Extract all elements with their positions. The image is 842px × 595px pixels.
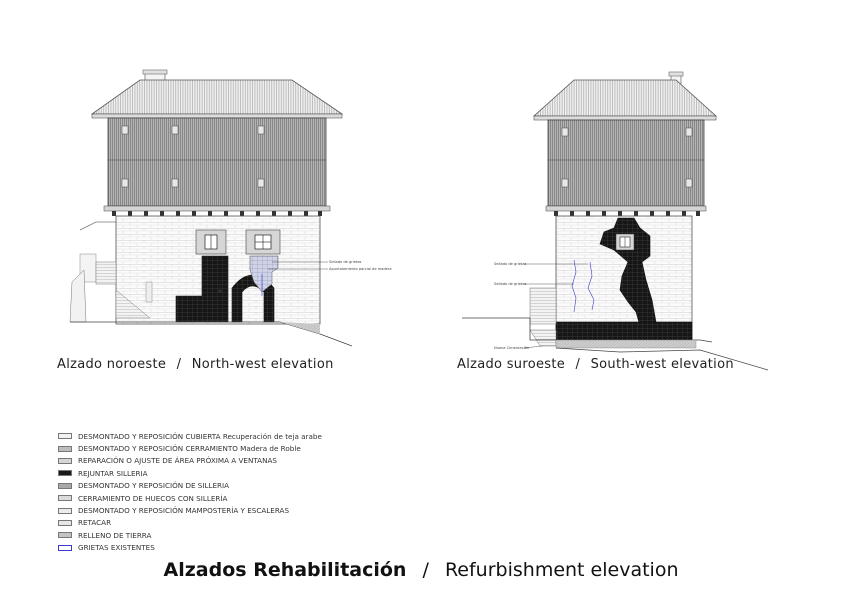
legend-item: [58, 480, 322, 492]
legend-label: DESMONTADO Y REPOSICIÓN DE SILLERIA: [78, 481, 230, 491]
legend-label: DESMONTADO Y REPOSICIÓN MAMPOSTERÍA Y ESCALERAS: [78, 506, 290, 516]
southwest-title-es: Alzado suroeste: [457, 357, 566, 372]
legend-swatch: [58, 545, 72, 551]
southwest-elevation: [462, 72, 768, 370]
legend-label: CERRAMIENTO DE HUECOS CON SILLERÍA: [78, 493, 228, 503]
legend: [58, 430, 322, 554]
legend-swatch: [58, 470, 72, 476]
legend-item: [58, 542, 322, 554]
legend-swatch: [58, 495, 72, 501]
legend-label: GRIETAS EXISTENTES: [78, 543, 155, 553]
legend-label: DESMONTADO Y REPOSICIÓN CERRAMIENTO Madera de Roble: [78, 444, 301, 454]
legend-swatch: [58, 520, 72, 526]
southwest-elevation-title: [457, 357, 734, 372]
northwest-title-es: Alzado noroeste: [57, 357, 167, 372]
legend-label: RETACAR: [78, 518, 112, 528]
legend-item: [58, 529, 322, 541]
northwest-elevation: [70, 70, 392, 346]
legend-label: REPARACIÓN O AJUSTE DE ÁREA PRÓXIMA A VENTANAS: [78, 456, 277, 466]
legend-swatch: [58, 532, 72, 538]
nw-annotation-2: Apuntalamiento parcial de madera: [329, 267, 392, 271]
timber-cladding: [108, 118, 326, 206]
legend-swatch: [58, 508, 72, 514]
legend-item: [58, 430, 322, 442]
legend-swatch: [58, 458, 72, 464]
legend-item: [58, 467, 322, 479]
legend-label: REJUNTAR SILLERIA: [78, 468, 148, 478]
legend-item: [58, 442, 322, 454]
sw-annotation-1: Sellado de grietas: [494, 262, 527, 266]
sw-annotation-2: Sellado de grietas: [494, 282, 527, 286]
legend-label: RELLENO DE TIERRA: [78, 530, 152, 540]
legend-item: [58, 455, 322, 467]
roof: [92, 80, 342, 114]
sheet-title: [0, 559, 842, 581]
legend-swatch: [58, 433, 72, 439]
sheet-title-es: Alzados Rehabilitación: [163, 559, 407, 581]
legend-label: DESMONTADO Y REPOSICIÓN CUBIERTA Recuperación de teja arabe: [78, 431, 322, 441]
sheet-title-en: Refurbishment elevation: [444, 559, 679, 581]
sheet-title-separator: /: [422, 559, 429, 581]
southwest-title-en: South-west elevation: [590, 357, 734, 372]
legend-item: [58, 492, 322, 504]
northwest-elevation-title: [57, 357, 334, 372]
sw-annotation-3: Nueva Cimentación: [494, 346, 530, 350]
legend-item: [58, 504, 322, 516]
nw-annotation-1: Sellado de grietas: [329, 260, 362, 264]
southwest-title-separator: /: [575, 357, 581, 372]
northwest-title-en: North-west elevation: [191, 357, 334, 372]
legend-swatch: [58, 446, 72, 452]
northwest-title-separator: /: [176, 357, 182, 372]
legend-item: [58, 517, 322, 529]
legend-swatch: [58, 483, 72, 489]
